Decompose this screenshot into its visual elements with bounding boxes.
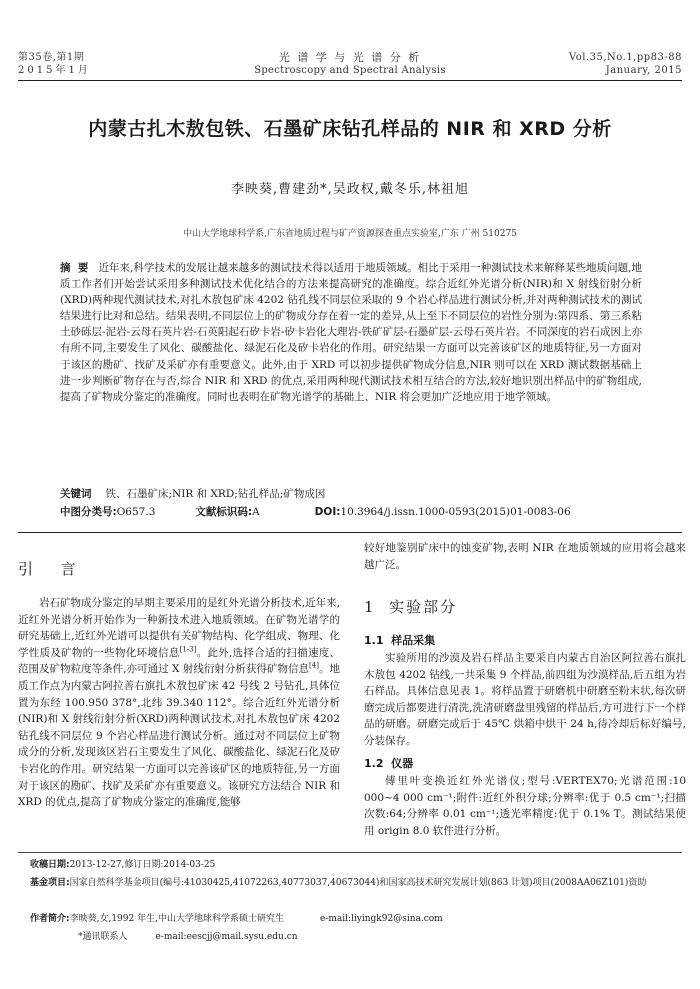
doi-value: 10.3964/j.issn.1000-0593(2015)01-0083-06 [340,506,571,518]
section-1-heading: 1 实验部分 [364,598,458,616]
doc-code-value: A [252,506,260,518]
intro-paragraph: 岩石矿物成分鉴定的早期主要采用的是红外光谱分析技术,近年来,近红外光谱分析开始作为一种新技术进入地质领域。在矿物光谱学的研究基础上,近红外光谱可以提供有关矿物结构、化学组成、物理、化学性质及矿物的一些物化环境信息[1-3]。此外,选择合适的扫描速度、范围及矿物粒度等条件,亦可通过 X 射线衍射分析获得矿物信息[4]。地质工作点为内蒙古阿拉善右旗扎木敖包矿床 42 号线 2 号钻孔,具体位置为东经 100.950 378°,北纬 39.340 112°。综合近红外光谱分析(NIR)和 X 射线衍射分析(XRD)两种测试技术,对扎木敖包矿床 4202 钻孔线不同层位 9 个岩心样品进行测试分析。通过对不同层位上矿物成分的分析,发现该区岩石主要发生了风化、碳酸盐化、绿泥石化及矽卡岩化的作用。研究结果一方面可以完善该矿区的地质特征,另一方面对于该区的勘矿、找矿及采矿亦有重要意义。该研究方法结合 NIR 和 XRD 的优点,提高了矿物成分鉴定的准确度,能够 [18,597,341,809]
doi-label: DOI: [314,506,341,518]
header-date-en: January, 2015 [605,65,682,76]
author-email: e-mail:liyingk92@sina.com [319,914,443,924]
subsection-1-1-heading: 1.1 样品采集 [364,634,436,647]
affiliation: 中山大学地球科学系,广东省地质过程与矿产资源探查重点实验室,广东 广州 510275 [183,229,517,239]
clc-label: 中图分类号: [60,506,117,518]
intro-column-right [364,540,686,573]
footnote-author-bio: 作者简介:李映葵,女,1992 年生,中山大学地球科学系硕士研究生 e-mail:liyingk92@sina.com [30,914,443,924]
header-date-cn: 2015年1月 [18,65,91,76]
citation-ref: [4] [309,661,319,670]
clc-value: O657.3 [116,506,156,518]
intro-column-left [18,595,340,811]
footnote-funding: 基金项目:国家自然科学基金项目(编号:41030425,41072263,40773037,40673044)和国家高技术研究发展计划(863 计划)项目(2008AA06Z101)资助 [30,878,647,888]
footnote-correspondence: *通讯联系人 e-mail:eescjj@mail.sysu.edu.cn [78,932,298,942]
classification-line [60,504,642,520]
abstract [60,260,642,405]
abstract-text: 近年来,科学技术的发展让越来越多的测试技术得以适用于地质领域。相比于采用一种测试技术来解释某些地质问题,地质工作者们开始尝试采用多种测试技术优化结合的方法来提高研究的准确度。综合近红外光谱分析(NIR)和 X 射线衍射分析(XRD)两种现代测试技术,对扎木敖包矿床 4202 钻孔线不同层位采取的 9 个岩心样品进行测试分析,并对两种测试技术的测试结果进行比对和总结。结果表明,不同层位上的矿物成分存在着一定的差异,从上至下不同层位的岩性分别为:第四系、第三系粘土砂砾层-泥岩-云母石英片岩-石英阳起石矽卡岩-矽卡岩化大理岩-铁矿矿层-石墨矿层-云母石英片岩。不同深度的岩石成因上亦有所不同,主要发生了风化、碳酸盐化、绿泥石化及矽卡岩化的作用。研究结果一方面可以完善该矿区的地质特征,另一方面对于该区的勘矿、找矿及采矿亦有重要意义。此外,由于 XRD 可以初步提供矿物成分信息,NIR 则可以在 XRD 测试数据基础上进一步判断矿物存在与否,综合 NIR 和 XRD 的优点,采用两种现代测试技术相互结合的方法,较好地识别出样品中的矿物组成,提高了矿物成分鉴定的准确度。同时也表明在矿物光谱学的基础上、NIR 将会更加广泛地应用于地学领域。 [60,262,642,403]
intro-heading: 引 言 [18,560,82,578]
header-rule [18,80,682,81]
corresponding-email: e-mail:eescjj@mail.sysu.edu.cn [155,932,298,942]
author-list: 李映葵,曹建劲*,吴政权,戴冬乐,林祖旭 [230,182,470,197]
footnote-received: 收稿日期:2013-12-27,修订日期:2014-03-25 [30,860,216,870]
header-journal-cn: 光 谱 学 与 光 谱 分 析 [278,51,422,64]
subsection-1-2-text: 傅里叶变换近红外光谱仪;型号:VERTEX70;光谱范围:10 000~4 000 cm⁻¹;附件:近红外积分球;分辨率:优于 0.5 cm⁻¹;扫描次数:64;分辨率 0.01 cm⁻¹;透光率精度:优于 0.1% T。测试结果使用 origin 8.0 软件进行分析。 [364,775,686,837]
subsection-1-2-heading: 1.2 仪器 [364,757,414,770]
doc-code-label: 文献标识码: [195,506,253,518]
intro-continuation: 较好地鉴别矿床中的蚀变矿物,表明 NIR 在地质领域的应用将会越来越广泛。 [364,542,686,571]
footnote-rule [18,852,682,853]
abstract-label: 摘 要 [60,262,89,274]
header-journal-en: Spectroscopy and Spectral Analysis [254,65,446,76]
keywords-text: 铁、石墨矿床;NIR 和 XRD;钻孔样品;矿物成因 [105,488,326,500]
paper-title: 内蒙古扎木敖包铁、石墨矿床钻孔样品的 NIR 和 XRD 分析 [88,118,612,140]
header-volume-cn: 第35卷,第1期 [18,52,85,63]
abstract-rule [18,532,682,533]
subsection-1-1-text: 实验所用的沙漠及岩石样品主要采自内蒙古自治区阿拉善右旗扎木敖包 4202 钻线,一共采集 9 个样品,前四组为沙漠样品,后五组为岩石样品。具体信息见表 1。将样品置于研磨机中研磨至粉末状,每次研磨完成后都要进行清洗,洗清研磨盘里残留的样品后,方可进行下一个样品的研磨。研磨完成后于 45℃ 烘箱中烘干 24 h,待冷却后标好编号,分装保存。 [364,652,686,747]
citation-ref: [1-3] [179,645,197,654]
header-volume-en: Vol.35,No.1,pp83-88 [568,52,682,63]
keywords [60,486,642,502]
keywords-label: 关键词 [60,488,92,500]
